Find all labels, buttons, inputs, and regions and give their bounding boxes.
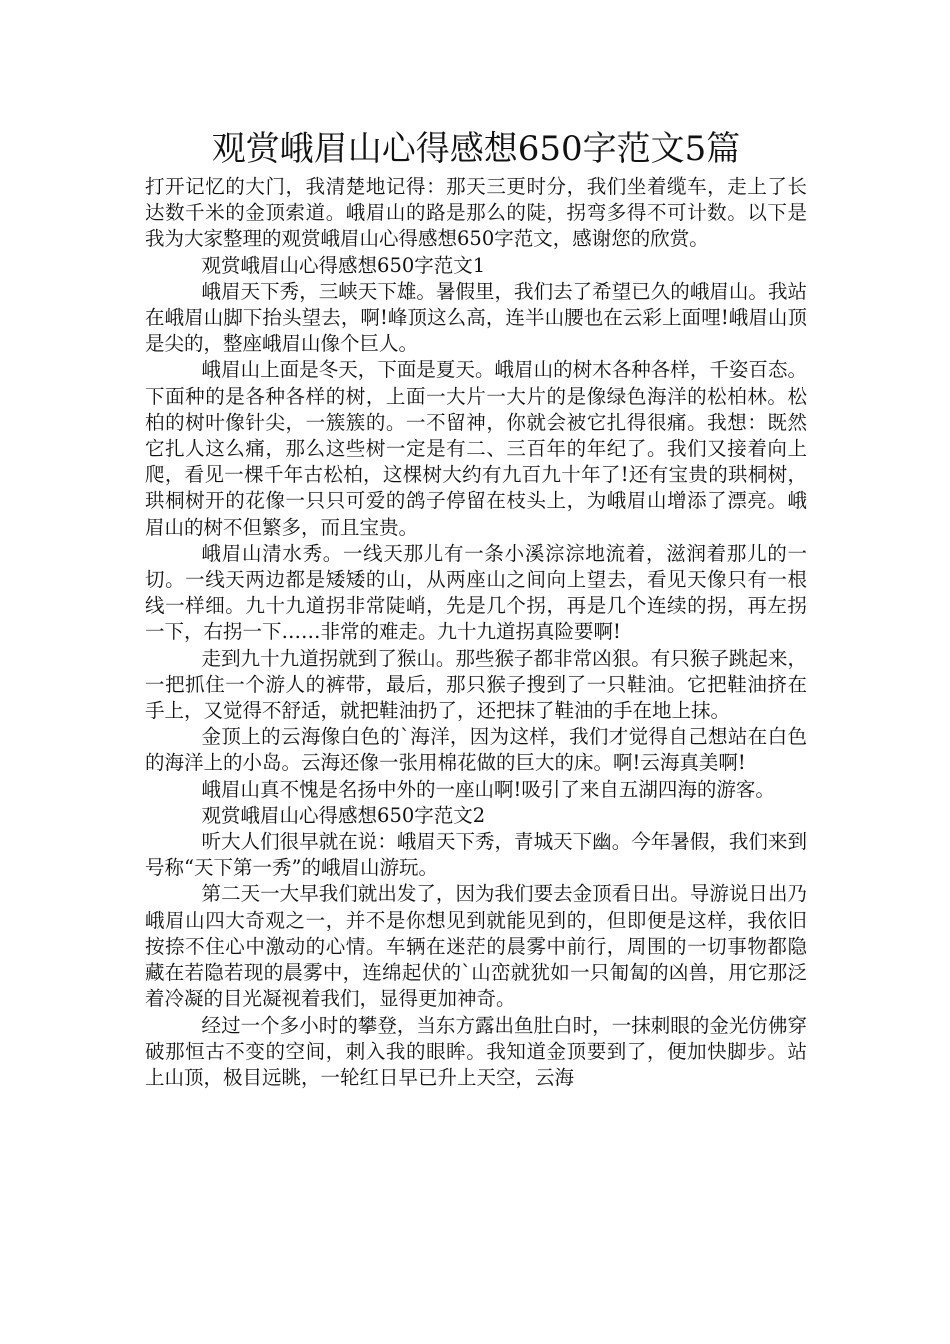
document-title: 观赏峨眉山心得感想650字范文5篇 xyxy=(211,129,741,169)
paragraph: 打开记忆的大门，我清楚地记得：那天三更时分，我们坐着缆车，走上了长达数千米的金顶索道。峨眉山的路是那么的陡，拐弯多得不可计数。以下是我为大家整理的观赏峨眉山心得感想650字范文，感谢您的欣赏。 xyxy=(145,175,807,251)
document-body xyxy=(145,174,807,1091)
paragraph: 峨眉山真不愧是名扬中外的一座山啊!吸引了来自五湖四海的游客。 xyxy=(201,777,775,801)
paragraph: 第二天一大早我们就出发了，因为我们要去金顶看日出。导游说日出乃峨眉山四大奇观之一，并不是你想见到就能见到的，但即便是这样，我依旧按捺不住心中激动的心情。车辆在迷茫的晨雾中前行，周围的一切事物都隐藏在若隐若现的晨雾中，连绵起伏的`山峦就犹如一只匍匐的凶兽，用它那泛着冷凝的目光凝视着我们，显得更加神奇。 xyxy=(145,882,807,1011)
paragraph: 峨眉天下秀，三峡天下雄。暑假里，我们去了希望已久的峨眉山。我站在峨眉山脚下抬头望去，啊!峰顶这么高，连半山腰也在云彩上面哩!峨眉山顶是尖的，整座峨眉山像个巨人。 xyxy=(145,279,807,356)
paragraph: 峨眉山上面是冬天，下面是夏天。峨眉山的树木各种各样，千姿百态。下面种的是各种各样的树，上面一大片一大片的是像绿色海洋的松柏林。松柏的树叶像针尖，一簇簇的。一不留神，你就会被它扎得很痛。我想：既然它扎人这么痛，那么这些树一定是有二、三百年的年纪了。我们又接着向上爬，看见一棵千年古松柏，这棵树大约有九百九十年了!还有宝贵的珙桐树，珙桐树开的花像一只只可爱的鸽子停留在枝头上，为峨眉山增添了漂亮。峨眉山的树不但繁多，而且宝贵。 xyxy=(145,358,807,539)
section-heading: 观赏峨眉山心得感想650字范文1 xyxy=(201,253,486,277)
paragraph: 听大人们很早就在说：峨眉天下秀，青城天下幽。今年暑假，我们来到号称“天下第一秀”的峨眉山游玩。 xyxy=(145,830,807,880)
section-heading: 观赏峨眉山心得感想650字范文2 xyxy=(201,803,486,827)
paragraph: 金顶上的云海像白色的`海洋，因为这样，我们才觉得自己想站在白色的海洋上的小岛。云海还像一张用棉花做的巨大的床。啊!云海真美啊! xyxy=(145,725,807,775)
paragraph: 峨眉山清水秀。一线天那儿有一条小溪淙淙地流着，滋润着那儿的一切。一线天两边都是矮矮的山，从两座山之间向上望去，看见天像只有一根线一样细。九十九道拐非常陡峭，先是几个拐，再是几个连续的拐，再左拐一下，右拐一下……非常的难走。九十九道拐真险要啊! xyxy=(145,541,807,644)
paragraph: 经过一个多小时的攀登，当东方露出鱼肚白时，一抹刺眼的金光仿佛穿破那恒古不变的空间，刺入我的眼眸。我知道金顶要到了，便加快脚步。站上山顶，极目远眺，一轮红日早已升上天空，云海 xyxy=(145,1013,807,1089)
paragraph: 走到九十九道拐就到了猴山。那些猴子都非常凶狠。有只猴子跳起来，一把抓住一个游人的裤带，最后，那只猴子搜到了一只鞋油。它把鞋油挤在手上，又觉得不舒适，就把鞋油扔了，还把抹了鞋油的手在地上抹。 xyxy=(145,646,807,723)
document-page xyxy=(145,128,807,1091)
